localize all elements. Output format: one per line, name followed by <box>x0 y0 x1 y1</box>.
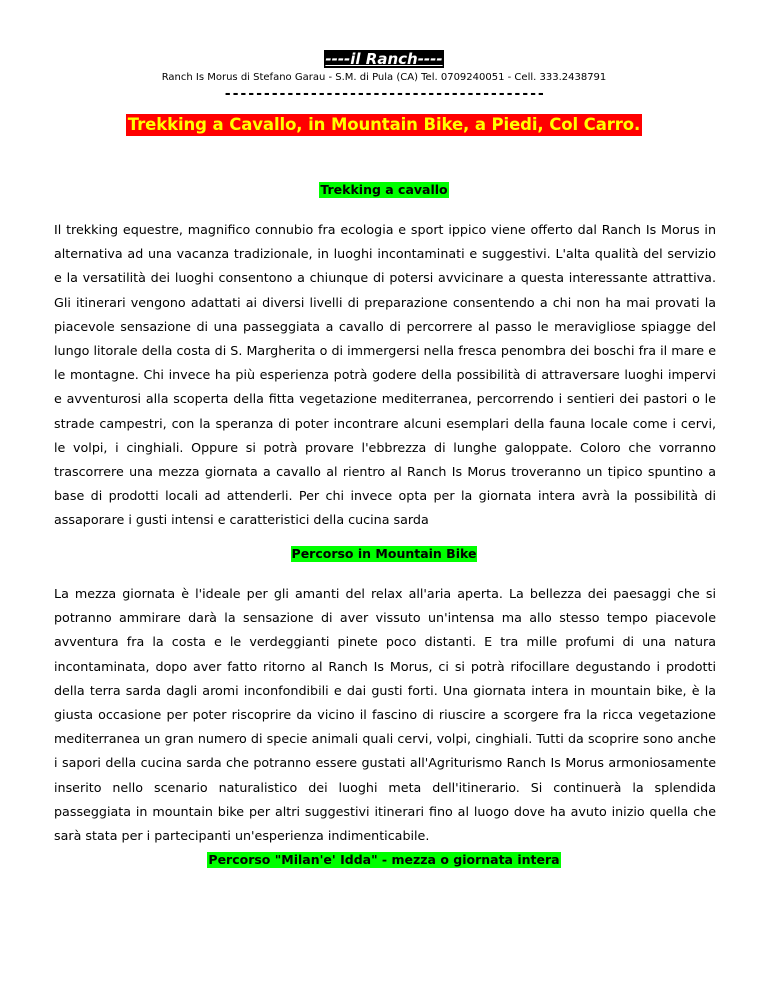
section-heading-label: Trekking a cavallo <box>320 182 448 197</box>
headline: Trekking a Cavallo, in Mountain Bike, a Piedi, Col Carro. <box>127 115 641 134</box>
title-block <box>0 49 768 68</box>
contact-line: Ranch Is Morus di Stefano Garau - S.M. di Pula (CA) Tel. 0709240051 - Cell. 333.2438791 <box>161 72 607 83</box>
section-heading-trekking <box>0 179 768 198</box>
section-heading-milan-e-idda <box>0 849 768 868</box>
section-heading-mountain-bike <box>0 543 768 562</box>
paragraph-trekking: Il trekking equestre, magnifico connubio fra ecologia e sport ippico viene offerto dal Ranch Is Morus in alternativa ad una vacanza tradizionale, in luoghi incontaminati e suggestivi. L'alta qualità del servizio e la versatilità dei luoghi consentono a chiunque di potersi avvicinare a questa interessante attrattiva. Gli itinerari vengono adattati ai diversi livelli di preparazione consentendo a chi non ha mai provati la piacevole sensazione di una passeggiata a cavallo di percorrere al passo le meravigliose spiagge del lungo litorale della costa di S. Margherita o di immergersi nella fresca penombra dei boschi fra il mare e le montagne. Chi invece ha più esperienza potrà godere della possibilità di attraversare luoghi impervi e avventurosi alla scoperta della fitta vegetazione mediterranea, percorrendo i sentieri dei pastori o le strade campestri, con la speranza di poter incontrare alcuni esemplari della fauna locale come i cervi, le volpi, i cinghiali. Oppure si potrà provare l'ebbrezza di lunghe galoppate. Coloro che vorranno trascorrere una mezza giornata a cavallo al rientro al Ranch Is Morus troveranno un tipico spuntino a base di prodotti locali ad attenderli. Per chi invece opta per la giornata intera avrà la possibilità di assaporare i gusti intensi e caratteristici della cucina sarda <box>54 222 716 528</box>
section-heading-label: Percorso "Milan'e' Idda" - mezza o giornata intera <box>208 852 560 867</box>
section-heading-label: Percorso in Mountain Bike <box>291 546 477 561</box>
headline-block <box>0 114 768 136</box>
page-title: ----il Ranch---- <box>325 50 443 68</box>
paragraph-mountain-bike: La mezza giornata è l'ideale per gli amanti del relax all'aria aperta. La bellezza dei paesaggi che si potranno ammirare darà la sensazione di aver vissuto un'intensa ma allo stesso tempo piacevole avventura fra la costa e le verdeggianti pinete poco distanti. E tra mille profumi di una natura incontaminata, dopo aver fatto ritorno al Ranch Is Morus, ci si potrà rifocillare degustando i prodotti della terra sarda dagli aromi inconfondibili e dai gusti forti. Una giornata intera in mountain bike, è la giusta occasione per poter riscoprire da vicino il fascino di riuscire a scorgere fra la ricca vegetazione mediterranea un gran numero di specie animali quali cervi, volpi, cinghiali. Tutti da scoprire sono anche i sapori della cucina sarda che potranno essere gustati all'Agriturismo Ranch Is Morus armoniosamente inserito nello scenario naturalistico dei luoghi meta dell'itinerario. Si continuerà la splendida passeggiata in mountain bike per altri suggestivi itinerari fino al luogo dove ha avuto inizio quella che sarà stata per i partecipanti un'esperienza indimenticabile. <box>54 586 716 844</box>
dashed-divider: ----------------------------------------- <box>223 86 545 102</box>
